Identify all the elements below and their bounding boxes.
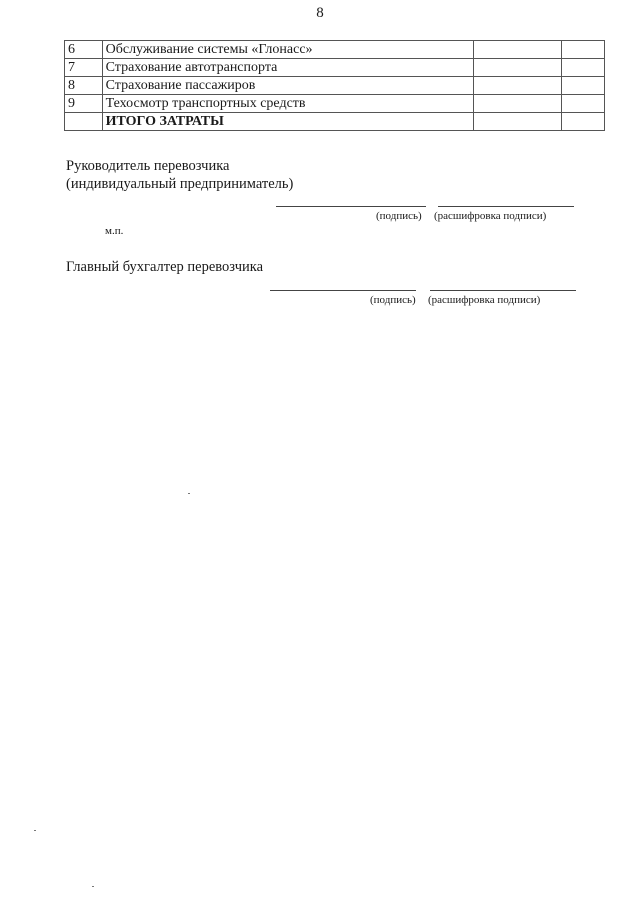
head-title-line2: (индивидуальный предприниматель) [66, 176, 294, 192]
row-value-cell [562, 59, 605, 77]
row-value-cell [562, 77, 605, 95]
head-decoding-line [438, 206, 574, 207]
head-signature-line [276, 206, 426, 207]
row-number-cell [65, 113, 103, 131]
page-number: 8 [316, 5, 324, 21]
accountant-signature-line [270, 290, 416, 291]
cost-table [64, 40, 605, 131]
row-number-cell: 8 [65, 77, 103, 95]
table-row [65, 113, 605, 131]
row-name-cell: Техосмотр транспортных средств [102, 95, 473, 113]
row-name-cell: Обслуживание системы «Глонасс» [102, 41, 473, 59]
row-name-cell: Страхование пассажиров [102, 77, 473, 95]
row-value-cell [473, 77, 561, 95]
row-name-cell: ИТОГО ЗАТРАТЫ [102, 113, 473, 131]
scan-speck [34, 830, 36, 831]
row-name-cell: Страхование автотранспорта [102, 59, 473, 77]
head-signature-title [66, 157, 293, 193]
scan-speck [92, 886, 94, 887]
row-value-cell [473, 95, 561, 113]
row-value-cell [473, 59, 561, 77]
row-value-cell [562, 95, 605, 113]
table-row [65, 95, 605, 113]
accountant-signature-title [66, 258, 263, 276]
head-decoding-caption: (расшифровка подписи) [434, 210, 547, 222]
row-number-cell: 7 [65, 59, 103, 77]
scan-speck [188, 493, 190, 494]
row-value-cell [473, 113, 561, 131]
table-row [65, 77, 605, 95]
row-number-cell: 6 [65, 41, 103, 59]
accountant-decoding-line [430, 290, 576, 291]
table-row [65, 59, 605, 77]
stamp-label: м.п. [105, 225, 124, 237]
row-number-cell: 9 [65, 95, 103, 113]
row-value-cell [562, 113, 605, 131]
table-row [65, 41, 605, 59]
accountant-title: Главный бухгалтер перевозчика [66, 259, 264, 275]
head-title-line1: Руководитель перевозчика [66, 158, 230, 174]
row-value-cell [562, 41, 605, 59]
row-value-cell [473, 41, 561, 59]
head-signature-caption: (подпись) [376, 210, 422, 222]
accountant-decoding-caption: (расшифровка подписи) [428, 294, 541, 306]
accountant-signature-caption: (подпись) [370, 294, 416, 306]
